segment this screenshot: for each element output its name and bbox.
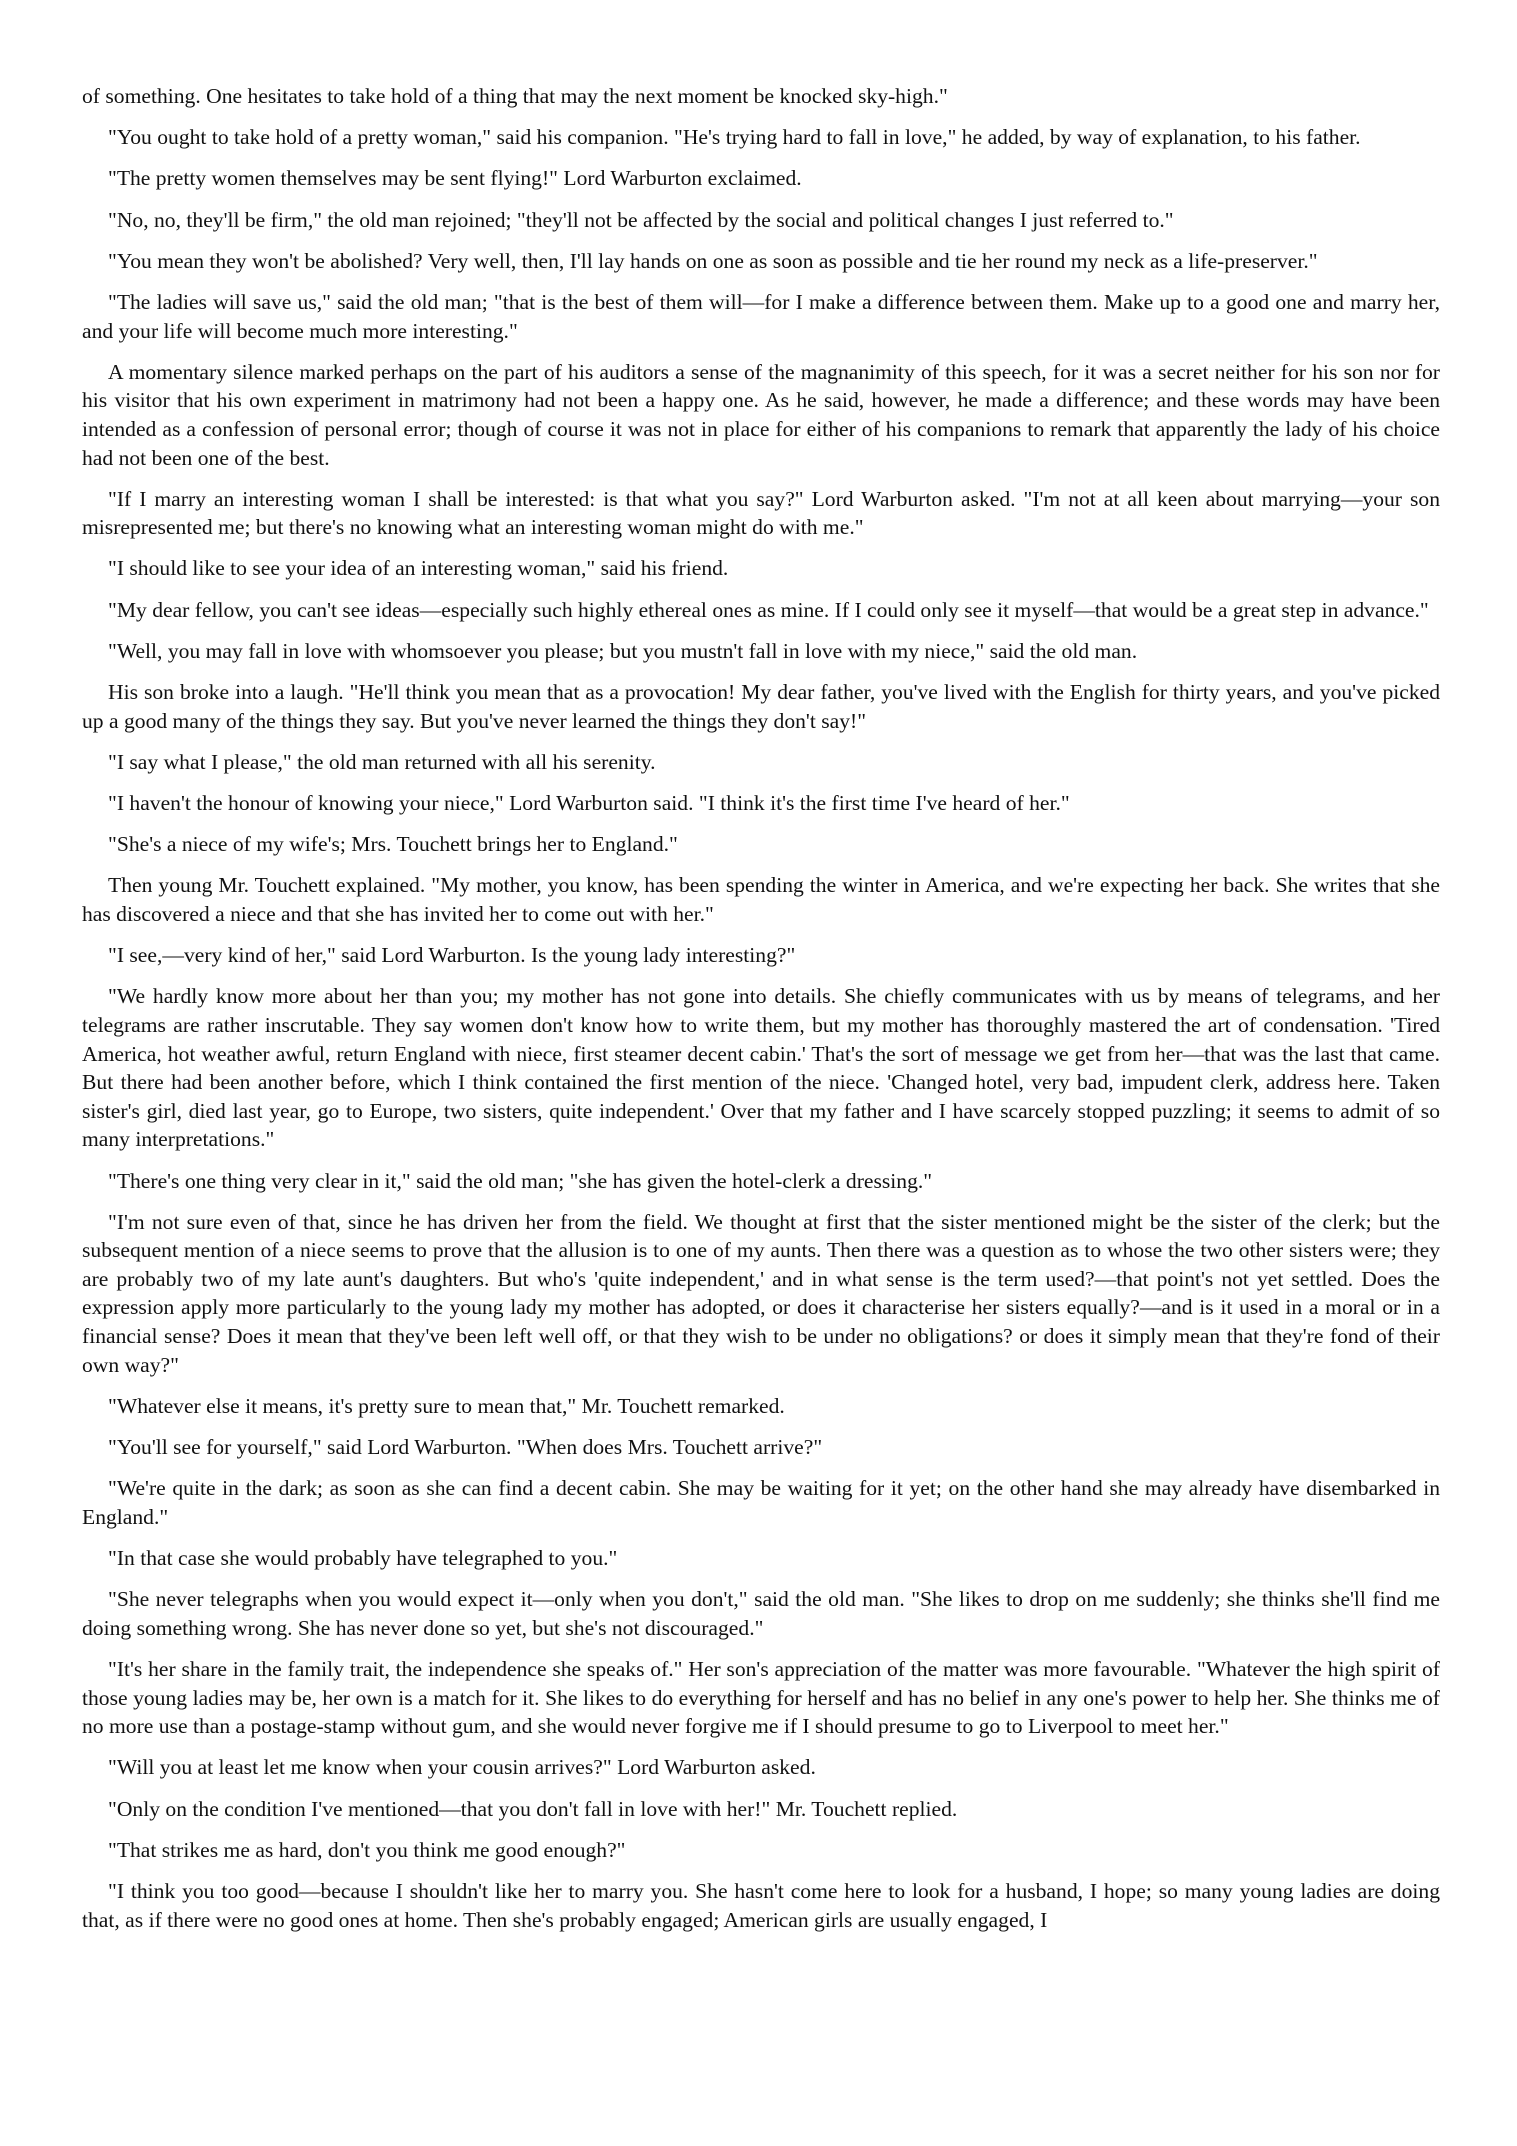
paragraph-16: Then young Mr. Touchett explained. "My mother, you know, has been spending the winter in America, and we're expecting her back. She writes that she has discovered a niece and that she has invited her to come out with her." [82,873,1440,926]
paragraph-7: A momentary silence marked perhaps on the part of his auditors a sense of the magnanimity of this speech, for it was a secret neither for his son nor for his visitor that his own experiment in matrimony had not been a happy one. As he said, however, he made a difference; and these words may have been intended as a confession of personal error; though of course it was not in place for either of his companions to remark that apparently the lady of his choice had not been one of the best. [82,359,1440,470]
paragraph-23: "We're quite in the dark; as soon as she can find a decent cabin. She may be waiting for it yet; on the other hand she may already have disembarked in England." [82,1476,1440,1529]
paragraph-21: "Whatever else it means, it's pretty sure to mean that," Mr. Touchett remarked. [108,1393,785,1418]
paragraph-6: "The ladies will save us," said the old man; "that is the best of them will—for I make a difference between them. Make up to a good one and marry her, and your life will become much more interesting." [82,289,1440,343]
paragraph-3: "The pretty women themselves may be sent flying!" Lord Warburton exclaimed. [108,166,802,191]
paragraph-12: His son broke into a laugh. "He'll think you mean that as a provocation! My dear father, you've lived with the English for thirty years, and you've picked up a good many of the things they say. But you've never learned the things they don't say!" [82,680,1440,733]
paragraph-18: "We hardly know more about her than you; my mother has not gone into details. She chiefly communicates with us by means of telegrams, and her telegrams are rather inscrutable. They say women don't know how to write them, but my mother has thoroughly mastered the art of condensation. 'Tired America, hot weather awful, return England with niece, first steamer decent cabin.' That's the sort of message we get from her—that was the last that came. But there had been another before, which I think contained the first mention of the niece. 'Changed hotel, very bad, impudent clerk, address here. Taken sister's girl, died last year, go to Europe, two sisters, quite independent.' Over that my father and I have scarcely stopped puzzling; it seems to admit of so many interpretations." [82,984,1440,1152]
paragraph-29: "That strikes me as hard, don't you think me good enough?" [108,1837,626,1862]
paragraph-9: "I should like to see your idea of an interesting woman," said his friend. [108,556,729,581]
paragraph-25: "She never telegraphs when you would expect it—only when you don't," said the old man. "She likes to drop on me suddenly; she thinks she'll find me doing something wrong. She has never done so yet, but she's not discouraged." [82,1587,1440,1640]
paragraph-20: "I'm not sure even of that, since he has driven her from the field. We thought at first that the sister mentioned might be the sister of the clerk; but the subsequent mention of a niece seems to prove that the allusion is to one of my aunts. Then there was a question as to whose the two other sisters were; they are probably two of my late aunt's daughters. But who's 'quite independent,' and in what sense is the term used?—that point's not yet settled. Does the expression apply more particularly to the young lady my mother has adopted, or does it characterise her sisters equally?—and is it used in a moral or in a financial sense? Does it mean that they've been left well off, or that they wish to be under no obligations? or does it simply mean that they're fond of their own way?" [82,1209,1440,1377]
paragraph-26: "It's her share in the family trait, the independence she speaks of." Her son's appreciation of the matter was more favourable. "Whatever the high spirit of those young ladies may be, her own is a match for it. She likes to do everything for herself and has no belief in any one's power to help her. She thinks me of no more use than a postage-stamp without gum, and she would never forgive me if I should presume to go to Liverpool to meet her." [82,1656,1440,1739]
paragraph-14: "I haven't the honour of knowing your niece," Lord Warburton said. "I think it's the first time I've heard of her." [108,791,1070,815]
paragraph-24: "In that case she would probably have telegraphed to you." [108,1546,618,1570]
paragraph-2: "You ought to take hold of a pretty woman," said his companion. "He's trying hard to fall in love," he added, by way of explanation, to his father. [108,125,1361,150]
paragraph-1: of something. One hesitates to take hold of a thing that may the next moment be knocked sky-high." [82,84,948,108]
paragraph-4: "No, no, they'll be firm," the old man rejoined; "they'll not be affected by the social and political changes I just referred to." [108,207,1174,232]
document-page [82,82,1440,1947]
paragraph-5: "You mean they won't be abolished? Very well, then, I'll lay hands on one as soon as possible and tie her round my neck as a life-preserver." [108,248,1318,273]
paragraph-17: "I see,—very kind of her," said Lord Warburton. Is the young lady interesting?" [108,943,796,968]
paragraph-10: "My dear fellow, you can't see ideas—especially such highly ethereal ones as mine. If I could only see it myself—that would be a great step in advance." [108,597,1429,622]
paragraph-28: "Only on the condition I've mentioned—that you don't fall in love with her!" Mr. Touchett replied. [108,1796,958,1821]
paragraph-13: "I say what I please," the old man returned with all his serenity. [108,749,656,774]
paragraph-27: "Will you at least let me know when your cousin arrives?" Lord Warburton asked. [108,1755,816,1780]
paragraph-11: "Well, you may fall in love with whomsoever you please; but you mustn't fall in love with my niece," said the old man. [108,638,1138,663]
paragraph-8: "If I marry an interesting woman I shall be interested: is that what you say?" Lord Warburton asked. "I'm not at all keen about marrying—your son misrepresented me; but there's no knowing what an interesting woman might do with me." [82,486,1440,540]
paragraph-15: "She's a niece of my wife's; Mrs. Touchett brings her to England." [108,832,678,857]
paragraph-30: "I think you too good—because I shouldn't like her to marry you. She hasn't come here to look for a husband, I hope; so many young ladies are doing that, as if there were no good ones at home. Then she's probably engaged; American girls are usually engaged, I [82,1878,1440,1932]
paragraph-22: "You'll see for yourself," said Lord Warburton. "When does Mrs. Touchett arrive?" [108,1435,823,1460]
paragraph-19: "There's one thing very clear in it," said the old man; "she has given the hotel-clerk a dressing." [108,1168,933,1193]
